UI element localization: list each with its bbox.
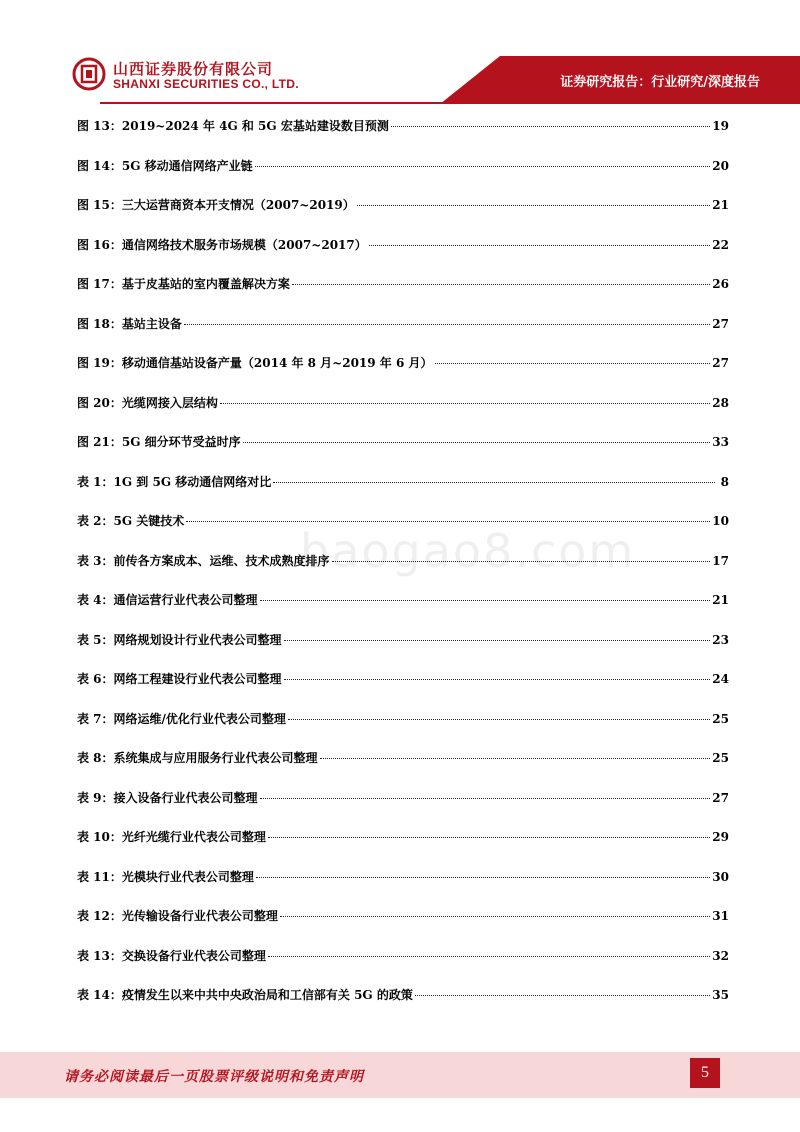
toc-entry[interactable]	[77, 157, 729, 175]
toc-entry[interactable]	[77, 433, 729, 451]
toc-entry-title: 基站主设备	[121, 317, 182, 331]
toc-entry-label: 图 20：	[77, 396, 122, 410]
toc-entry-title: 三大运营商资本开支情况（2007~2019）	[121, 198, 355, 212]
toc-entry-page: 28	[712, 396, 729, 410]
toc-entry-page: 35	[712, 988, 729, 1002]
toc-entry[interactable]	[77, 473, 729, 491]
toc-entry-label: 表 4：	[77, 593, 114, 607]
toc-entry[interactable]	[77, 196, 729, 214]
toc-entry[interactable]	[77, 670, 729, 688]
toc-entry-label: 表 3：	[77, 554, 114, 568]
toc-leader-dots	[268, 827, 710, 838]
toc-entry-label: 表 13：	[77, 949, 122, 963]
toc-entry-title: 疫情发生以来中共中央政治局和工信部有关 5G 的政策	[121, 988, 413, 1002]
toc-leader-dots	[288, 709, 710, 720]
toc-entry-title: 1G 到 5G 移动通信网络对比	[113, 475, 272, 489]
toc-entry-title: 前传各方案成本、运维、技术成熟度排序	[113, 554, 330, 568]
toc-entry-title: 5G 细分环节受益时序	[121, 435, 241, 449]
toc-entry-page: 25	[712, 712, 729, 726]
toc-entry-label: 图 19：	[77, 356, 122, 370]
toc-entry-title: 接入设备行业代表公司整理	[113, 791, 258, 805]
toc-leader-dots	[260, 590, 711, 601]
toc-entry[interactable]	[77, 315, 729, 333]
toc-entry-page: 17	[712, 554, 729, 568]
toc-entry-label: 图 18：	[77, 317, 122, 331]
toc-entry-label: 表 11：	[77, 870, 122, 884]
toc-entry-label: 表 8：	[77, 751, 114, 765]
toc-entry-page: 21	[712, 593, 729, 607]
report-type-label: 证券研究报告：行业研究/深度报告	[560, 75, 760, 90]
toc-entry[interactable]	[77, 236, 729, 254]
toc-entry-page: 26	[712, 277, 729, 291]
toc-entry-page: 30	[712, 870, 729, 884]
toc-entry-label: 表 7：	[77, 712, 114, 726]
toc-entry-title: 移动通信基站设备产量（2014 年 8 月~2019 年 6 月）	[121, 356, 433, 370]
toc-entry-label: 表 6：	[77, 672, 114, 686]
toc-entry-page: 31	[712, 909, 729, 923]
toc-entry-title: 5G 移动通信网络产业链	[121, 159, 253, 173]
toc-entry-title: 光传输设备行业代表公司整理	[121, 909, 278, 923]
toc-entry[interactable]	[77, 591, 729, 609]
toc-entry-label: 表 14：	[77, 988, 122, 1002]
watermark: baogao8.com	[300, 524, 636, 578]
toc-entry-page: 21	[712, 198, 729, 212]
toc-entry[interactable]	[77, 552, 729, 570]
toc-entry[interactable]	[77, 512, 729, 530]
company-name-en: SHANXI SECURITIES CO., LTD.	[113, 77, 299, 91]
toc-entry-label: 图 16：	[77, 238, 122, 252]
toc-entry-title: 通信运营行业代表公司整理	[113, 593, 258, 607]
toc-entry-label: 表 12：	[77, 909, 122, 923]
toc-leader-dots	[391, 116, 710, 127]
toc-entry-label: 图 17：	[77, 277, 122, 291]
toc-leader-dots	[243, 432, 711, 443]
toc-entry[interactable]	[77, 907, 729, 925]
toc-entry-label: 图 13：	[77, 119, 122, 133]
toc-entry-page: 33	[712, 435, 729, 449]
toc-entry-title: 系统集成与应用服务行业代表公司整理	[113, 751, 318, 765]
toc-leader-dots	[284, 669, 711, 680]
toc-entry-label: 图 21：	[77, 435, 122, 449]
toc-entry[interactable]	[77, 749, 729, 767]
toc-leader-dots	[280, 906, 710, 917]
toc-entry-page: 8	[720, 475, 729, 489]
toc-leader-dots	[220, 393, 710, 404]
toc-entry-title: 网络工程建设行业代表公司整理	[113, 672, 282, 686]
toc-leader-dots	[284, 630, 711, 641]
toc-entry[interactable]	[77, 789, 729, 807]
toc-entry-title: 网络规划设计行业代表公司整理	[113, 633, 282, 647]
toc-leader-dots	[256, 867, 710, 878]
toc-entry-page: 24	[712, 672, 729, 686]
toc-entry[interactable]	[77, 947, 729, 965]
toc-entry-title: 2019~2024 年 4G 和 5G 宏基站建设数目预测	[121, 119, 389, 133]
toc-leader-dots	[320, 748, 711, 759]
toc-entry-page: 27	[712, 356, 729, 370]
toc-entry[interactable]	[77, 631, 729, 649]
toc-entry[interactable]	[77, 868, 729, 886]
company-name-cn: 山西证券股份有限公司	[113, 60, 274, 78]
toc-entry-label: 表 10：	[77, 830, 122, 844]
toc-entry[interactable]	[77, 117, 729, 135]
toc-entry-page: 27	[712, 791, 729, 805]
toc-leader-dots	[273, 472, 715, 483]
toc-entry-label: 表 1：	[77, 475, 114, 489]
toc-entry-label: 表 5：	[77, 633, 114, 647]
toc-leader-dots	[268, 946, 710, 957]
toc-entry-page: 19	[712, 119, 729, 133]
toc-entry[interactable]	[77, 275, 729, 293]
toc-leader-dots	[255, 156, 711, 167]
toc-entry-page: 25	[712, 751, 729, 765]
toc-entry-title: 光纤光缆行业代表公司整理	[121, 830, 266, 844]
toc-entry[interactable]	[77, 986, 729, 1004]
toc-entry-title: 网络运维/优化行业代表公司整理	[113, 712, 286, 726]
toc-entry-title: 基于皮基站的室内覆盖解决方案	[121, 277, 290, 291]
page-footer	[0, 1052, 800, 1098]
toc-entry-page: 22	[712, 238, 729, 252]
disclaimer-note: 请务必阅读最后一页股票评级说明和免责声明	[64, 1069, 364, 1085]
toc-entry[interactable]	[77, 354, 729, 372]
toc-entry-title: 光模块行业代表公司整理	[121, 870, 254, 884]
toc-entry-page: 29	[712, 830, 729, 844]
toc-entry-label: 图 14：	[77, 159, 122, 173]
toc-leader-dots	[186, 511, 710, 522]
toc-entry-page: 10	[712, 514, 729, 528]
toc-leader-dots	[357, 195, 711, 206]
toc-entry-title: 光缆网接入层结构	[121, 396, 218, 410]
toc-entry-title: 通信网络技术服务市场规模（2007~2017）	[121, 238, 367, 252]
toc-entry-title: 交换设备行业代表公司整理	[121, 949, 266, 963]
toc-entry-page: 32	[712, 949, 729, 963]
toc-entry[interactable]	[77, 710, 729, 728]
toc-leader-dots	[260, 788, 711, 799]
toc-leader-dots	[332, 551, 711, 562]
toc-entry-label: 图 15：	[77, 198, 122, 212]
toc-leader-dots	[292, 274, 710, 285]
toc-entry-title: 5G 关键技术	[113, 514, 185, 528]
page-number: 5	[690, 1058, 720, 1088]
toc-entry-page: 23	[712, 633, 729, 647]
toc-entry-label: 表 2：	[77, 514, 114, 528]
toc-entry-page: 20	[712, 159, 729, 173]
toc-leader-dots	[369, 235, 711, 246]
toc-leader-dots	[415, 985, 710, 996]
toc-leader-dots	[184, 314, 710, 325]
toc-leader-dots	[435, 353, 711, 364]
toc-entry[interactable]	[77, 828, 729, 846]
toc-entry-label: 表 9：	[77, 791, 114, 805]
toc-entry-page: 27	[712, 317, 729, 331]
toc-entry[interactable]	[77, 394, 729, 412]
